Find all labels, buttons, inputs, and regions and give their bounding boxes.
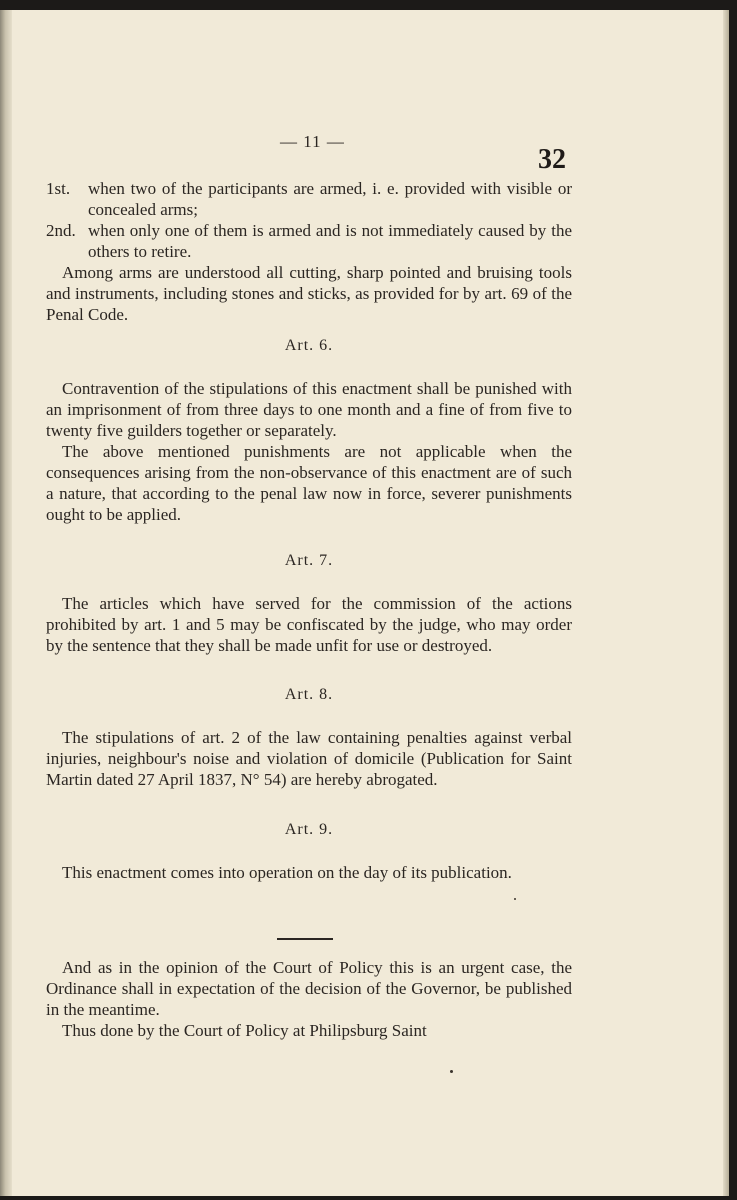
list-item	[46, 178, 572, 220]
item-number: 1st.	[46, 179, 71, 198]
closing-paragraph: And as in the opinion of the Court of Policy this is an urgent case, the Ordinance shall in expectation of the decision of the Governor, be published in the meantime.	[46, 958, 572, 1019]
article-heading: Art. 9.	[284, 821, 334, 838]
list-item	[46, 220, 572, 262]
article-paragraph: The stipulations of art. 2 of the law containing penalties against verbal injuries, neighbour's noise and violation of domicile (Publication for Saint Martin dated 27 April 1837, N° 54) are hereby abrogated.	[46, 728, 572, 789]
article-8	[46, 685, 572, 790]
arms-paragraph: Among arms are understood all cutting, sharp pointed and bruising tools and instruments, including stones and sticks, as provided for by art. 69 of the Penal Code.	[46, 263, 572, 324]
spine-shadow	[0, 10, 12, 1196]
article-heading: Art. 8.	[284, 686, 334, 703]
section-divider	[277, 938, 333, 940]
article-heading: Art. 6.	[284, 337, 334, 354]
article-heading: Art. 7.	[284, 552, 334, 569]
page-edge	[723, 10, 729, 1196]
item-number: 2nd.	[46, 221, 76, 240]
item-text: when only one of them is armed and is not immediately caused by the others to retire.	[88, 221, 572, 261]
paper-speck	[514, 898, 516, 900]
article-paragraph: This enactment comes into operation on the day of its publication.	[62, 863, 512, 882]
document-page	[0, 10, 729, 1196]
article-paragraph: The above mentioned punishments are not applicable when the consequences arising from the non-observance of this enactment are of such a nature, that according to the penal law now in force, severer punishments ought to be applied.	[46, 442, 572, 524]
item-text: when two of the participants are armed, i. e. provided with visible or concealed arms;	[88, 179, 572, 219]
folio-header: — 11 —	[280, 132, 345, 151]
article-paragraph: The articles which have served for the commission of the actions prohibited by art. 1 and 5 may be confiscated by the judge, who may order by the sentence that they shall be made unfit for use or destroyed.	[46, 594, 572, 655]
closing-block	[46, 957, 572, 1041]
page-number: 32	[538, 144, 566, 175]
article-9	[46, 820, 572, 883]
closing-paragraph: Thus done by the Court of Policy at Philipsburg Saint	[62, 1021, 427, 1040]
paper-speck	[450, 1070, 453, 1073]
conditions-block	[46, 178, 572, 325]
article-6	[46, 336, 572, 525]
article-paragraph: Contravention of the stipulations of this enactment shall be punished with an imprisonment of from three days to one month and a fine of from five to twenty five guilders together or separately.	[46, 379, 572, 440]
article-7	[46, 551, 572, 656]
